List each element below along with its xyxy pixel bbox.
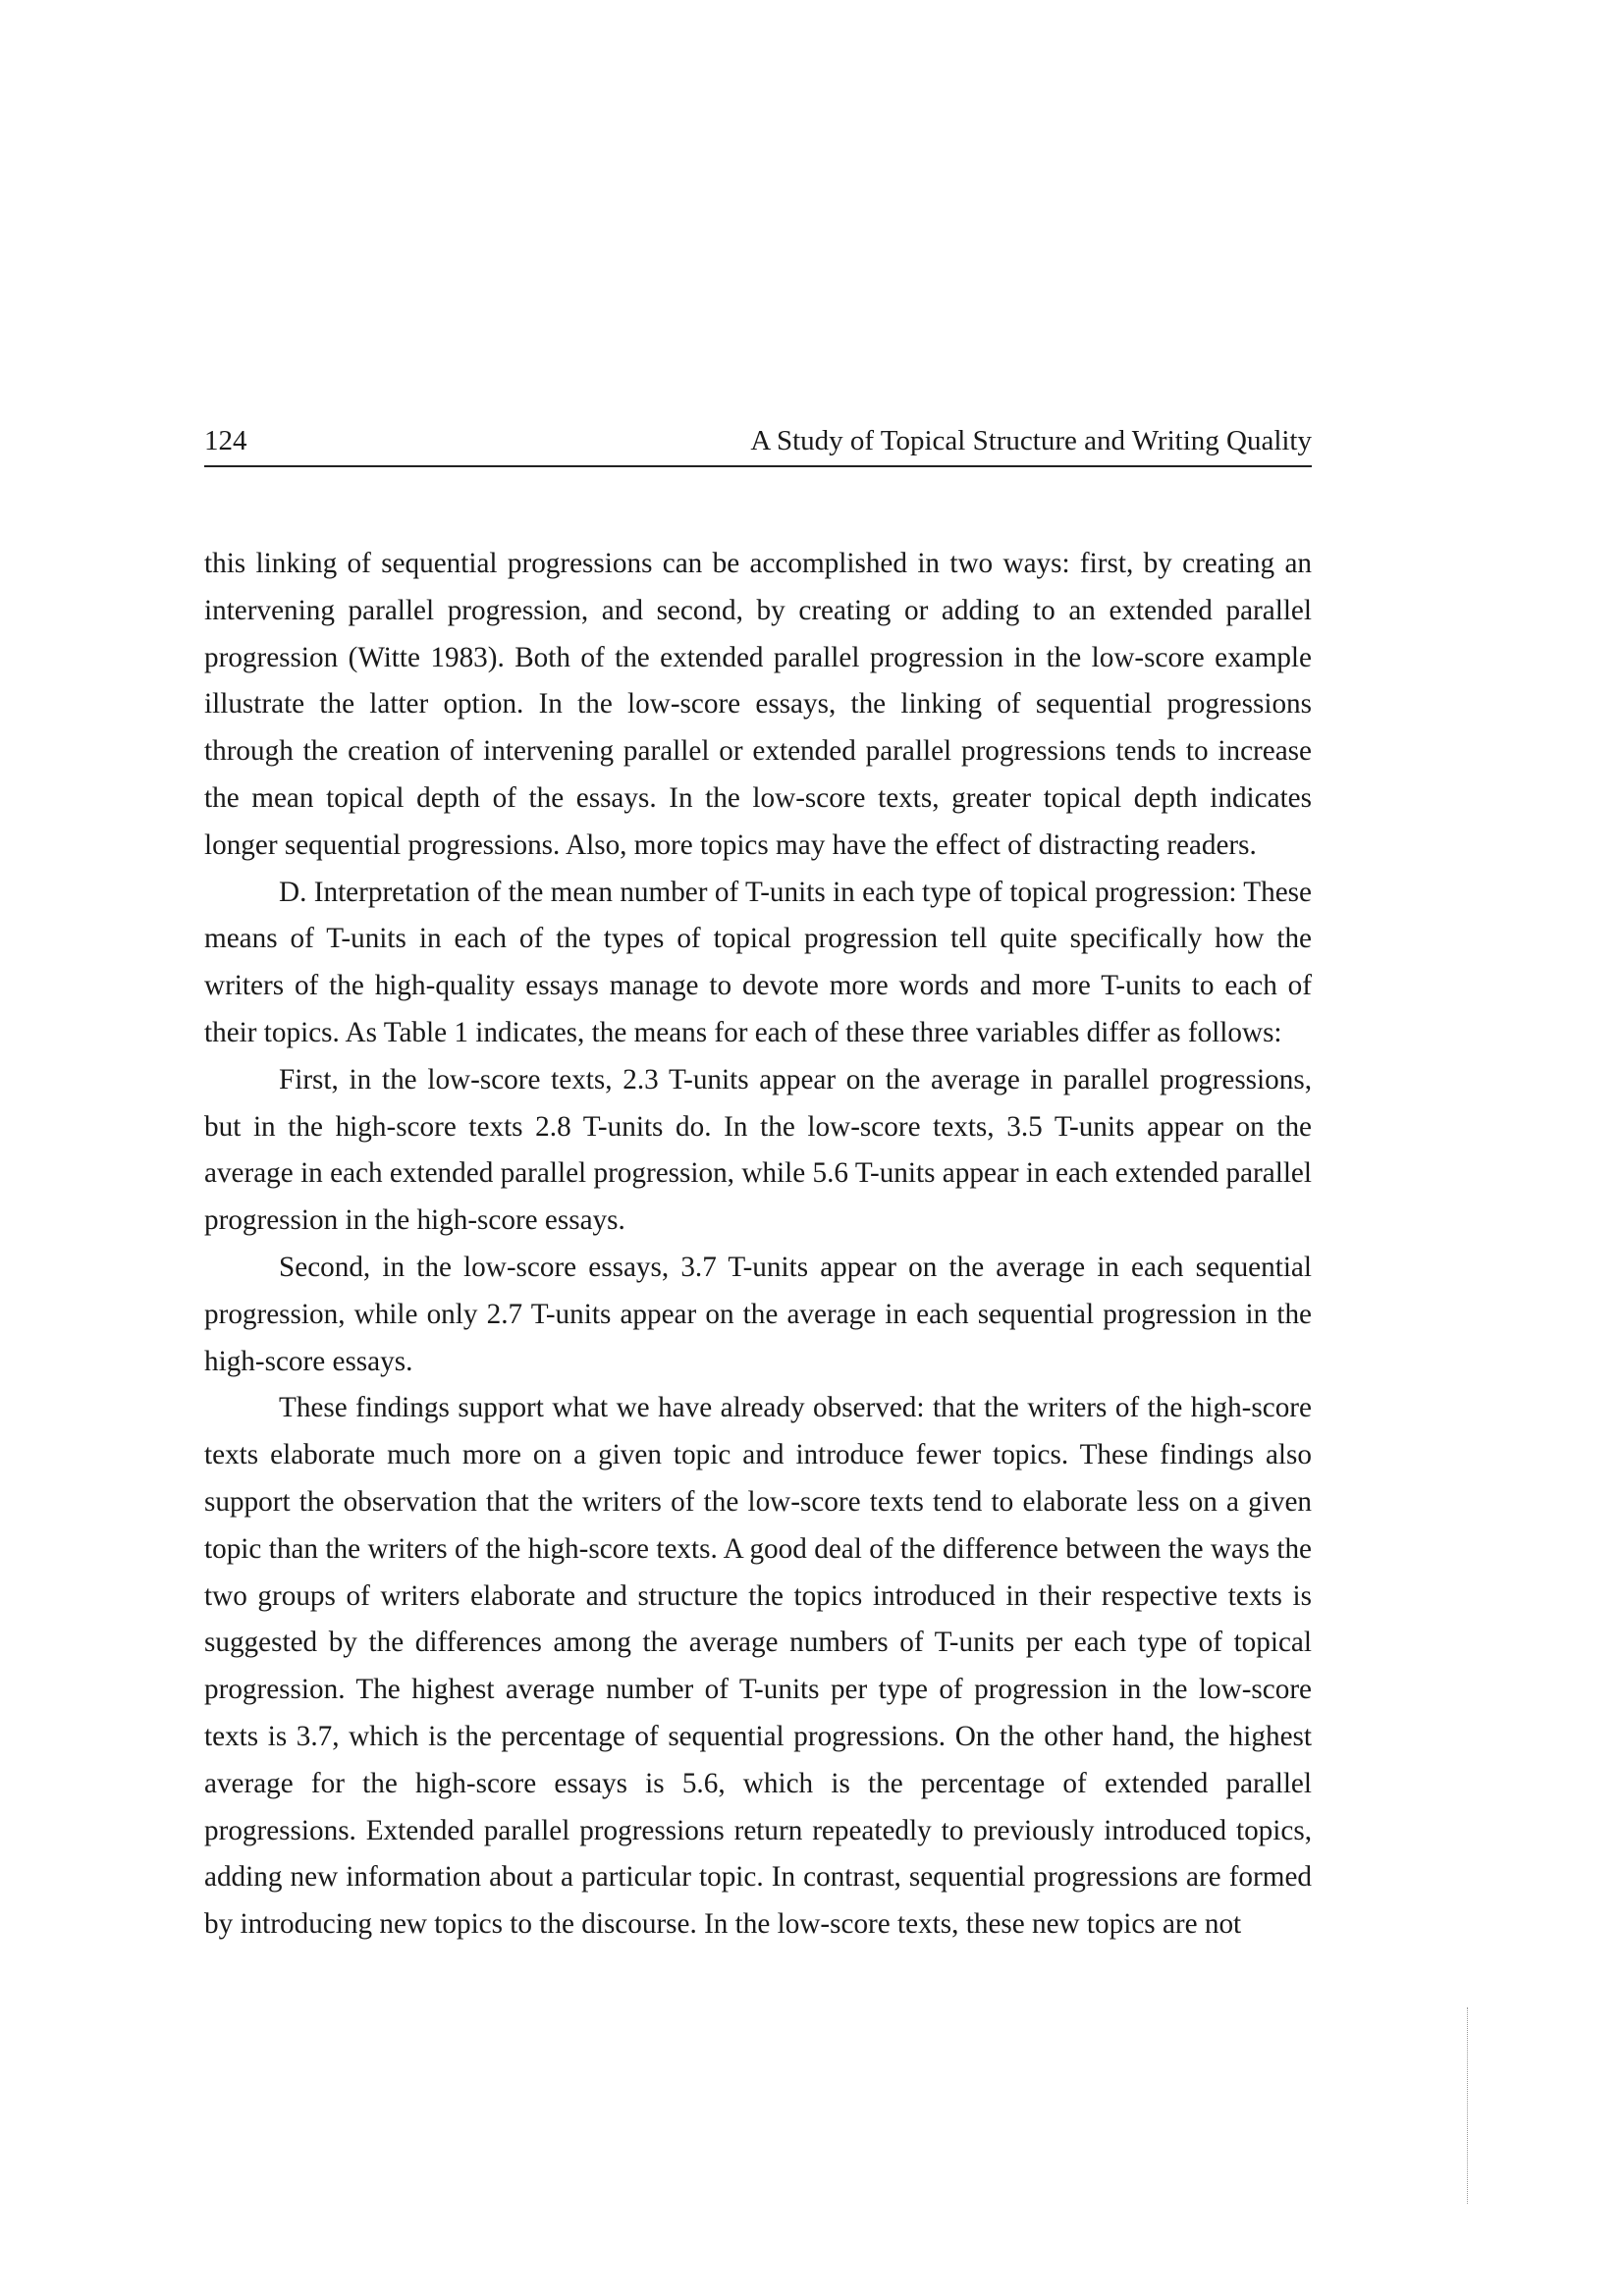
header-rule bbox=[204, 465, 1312, 467]
scan-artifact-line bbox=[1467, 2007, 1468, 2204]
page-number: 124 bbox=[204, 425, 247, 456]
paragraph-1: this linking of sequential progressions can be accomplished in two ways: first, by creating an intervening parallel progression, and second, by creating or adding to an extended parallel progression (Witte 1983). Both of the extended parallel progression in the low-score example illustrate the latter option. In the low-score essays, the linking of sequential progressions through the creation of intervening parallel or extended parallel progressions tends to increase the mean topical depth of the essays. In the low-score texts, greater topical depth indicates longer sequential progressions. Also, more topics may have the effect of distracting readers. bbox=[204, 548, 1312, 861]
paragraph-3: First, in the low-score texts, 2.3 T-units appear on the average in parallel progressions, but in the high-score texts 2.8 T-units do. In the low-score texts, 3.5 T-units appear on the average in each extended parallel progression, while 5.6 T-units appear in each extended parallel progression in the high-score essays. bbox=[204, 1063, 1312, 1237]
body-text bbox=[204, 541, 1312, 1949]
running-header bbox=[204, 418, 1312, 467]
running-title: A Study of Topical Structure and Writing Quality bbox=[750, 425, 1312, 456]
paragraph-2: D. Interpretation of the mean number of T-units in each type of topical progression: These means of T-units in each of the types of topical progression tell quite specifically how the writers of the high-quality essays manage to devote more words and more T-units to each of their topics. As Table 1 indicates, the means for each of these three variables differ as follows: bbox=[204, 876, 1312, 1048]
paragraph-5: These findings support what we have already observed: that the writers of the high-score texts elaborate much more on a given topic and introduce fewer topics. These findings also support the observation that the writers of the low-score texts tend to elaborate less on a given topic than the writers of the high-score texts. A good deal of the difference between the ways the two groups of writers elaborate and structure the topics introduced in their respective texts is suggested by the differences among the average numbers of T-units per each type of topical progression. The highest average number of T-units per type of progression in the low-score texts is 3.7, which is the percentage of sequential progressions. On the other hand, the highest average for the high-score essays is 5.6, which is the percentage of extended parallel progressions. Extended parallel progressions return repeatedly to previously introduced topics, adding new information about a particular topic. In contrast, sequential progressions are formed by introducing new topics to the discourse. In the low-score texts, these new topics are not bbox=[204, 1392, 1312, 1941]
paragraph-4: Second, in the low-score essays, 3.7 T-units appear on the average in each sequential progression, while only 2.7 T-units appear on the average in each sequential progression in the high-score essays. bbox=[204, 1251, 1312, 1377]
